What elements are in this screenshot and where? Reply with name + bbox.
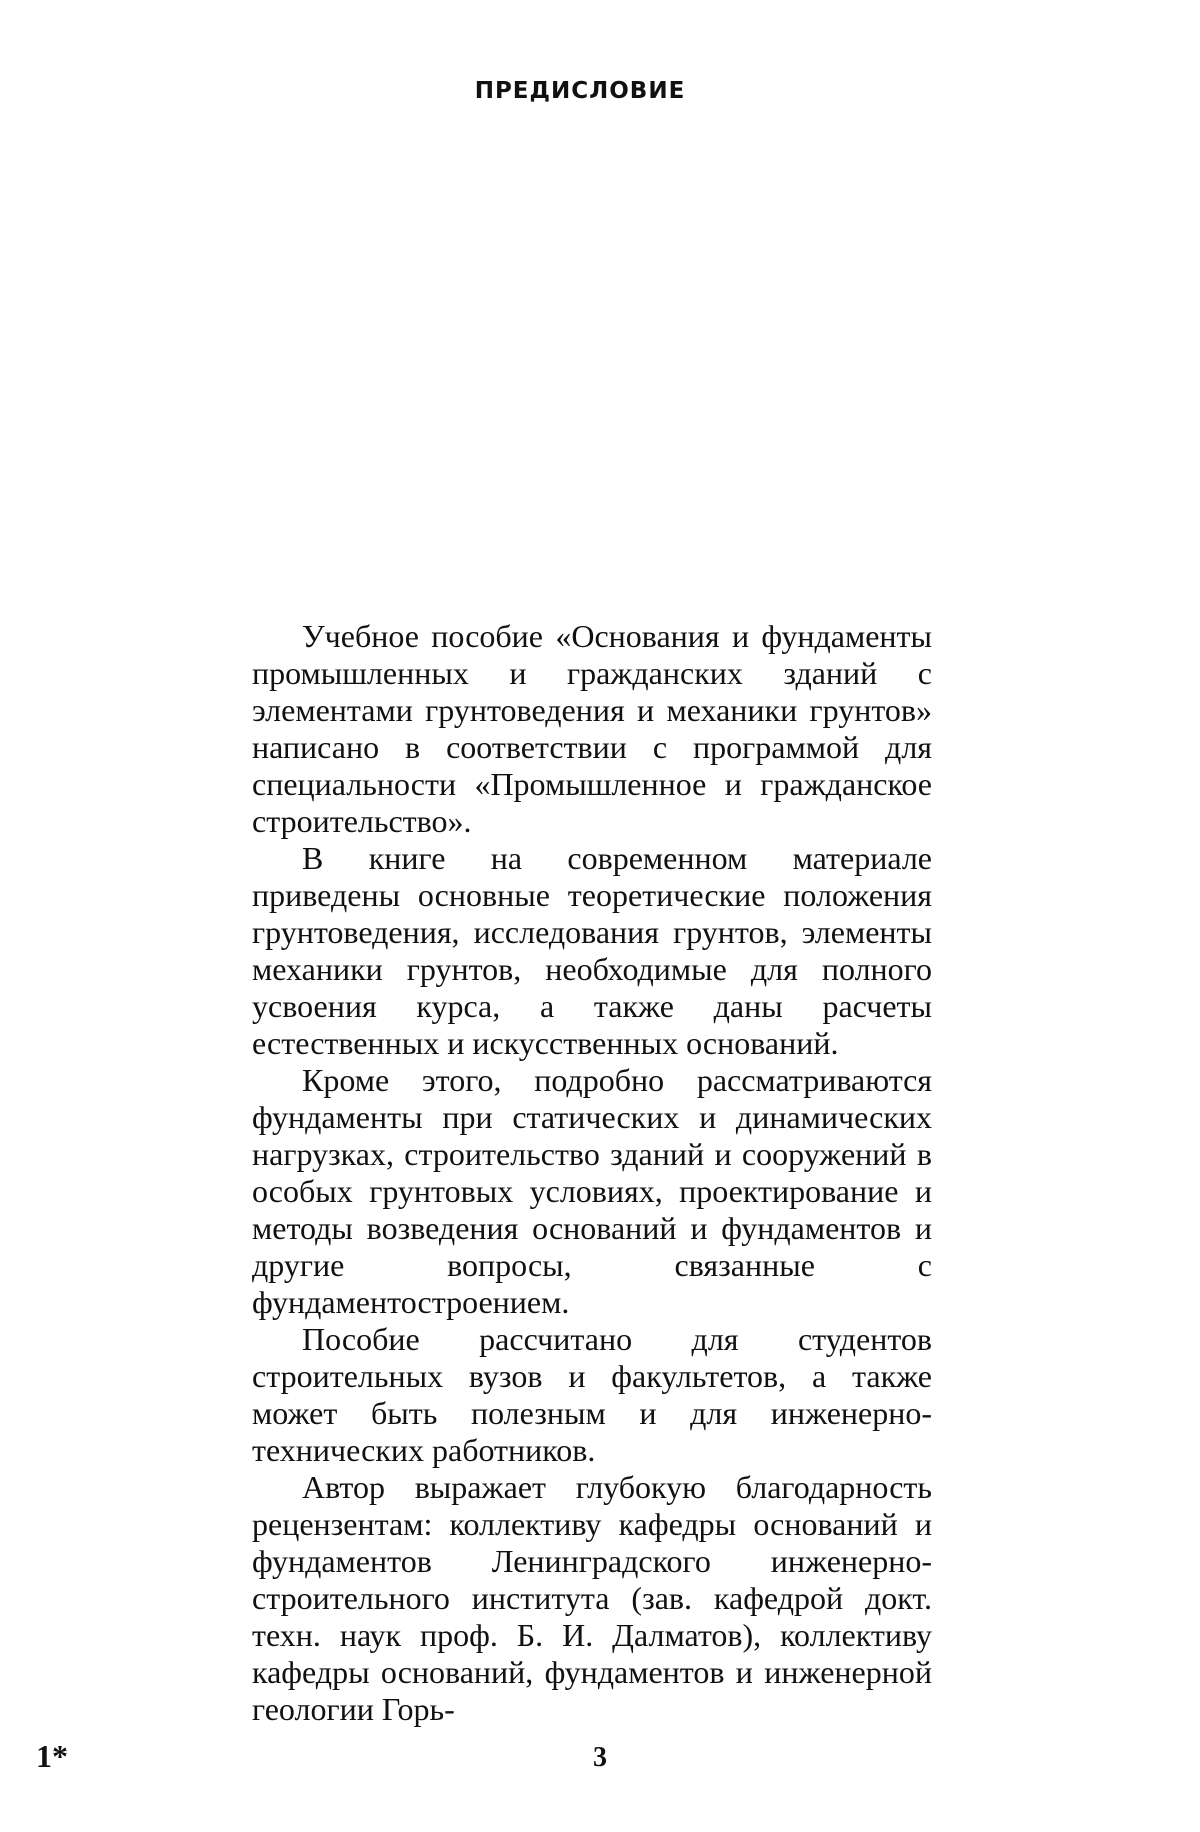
paragraph: Пособие рассчитано для студентов строительных вузов и факультетов, а также может быть полезным и для инженерно-технических работников. xyxy=(252,1321,932,1468)
paragraph: Автор выражает глубокую благодарность рецензентам: коллективу кафедры оснований и фундаментов Ленинградского инженерно-строительного института (зав. кафедрой докт. техн. наук проф. Б. И. Далматов), коллективу кафедры оснований, фундаментов и инженерной геологии Горь- xyxy=(252,1469,932,1727)
page-heading: ПРЕДИСЛОВИЕ xyxy=(474,78,686,104)
preface-text xyxy=(252,618,932,1728)
paragraph: Учебное пособие «Основания и фундаменты промышленных и гражданских зданий с элементами грунтоведения и механики грунтов» написано в соответствии с программой для специальности «Промышленное и гражданское строительство». xyxy=(252,618,932,839)
paragraph: В книге на современном материале приведены основные теоретические положения грунтоведения, исследования грунтов, элементы механики грунтов, необходимые для полного усвоения курса, а также даны расчеты естественных и искусственных оснований. xyxy=(252,840,932,1061)
paragraph: Кроме этого, подробно рассматриваются фундаменты при статических и динамических нагрузках, строительство зданий и сооружений в особых грунтовых условиях, проектирование и методы возведения оснований и фундаментов и другие вопросы, связанные с фундаментостроением. xyxy=(252,1062,932,1320)
signature-mark: 1* xyxy=(36,1738,68,1774)
page-number: 3 xyxy=(593,1742,607,1773)
